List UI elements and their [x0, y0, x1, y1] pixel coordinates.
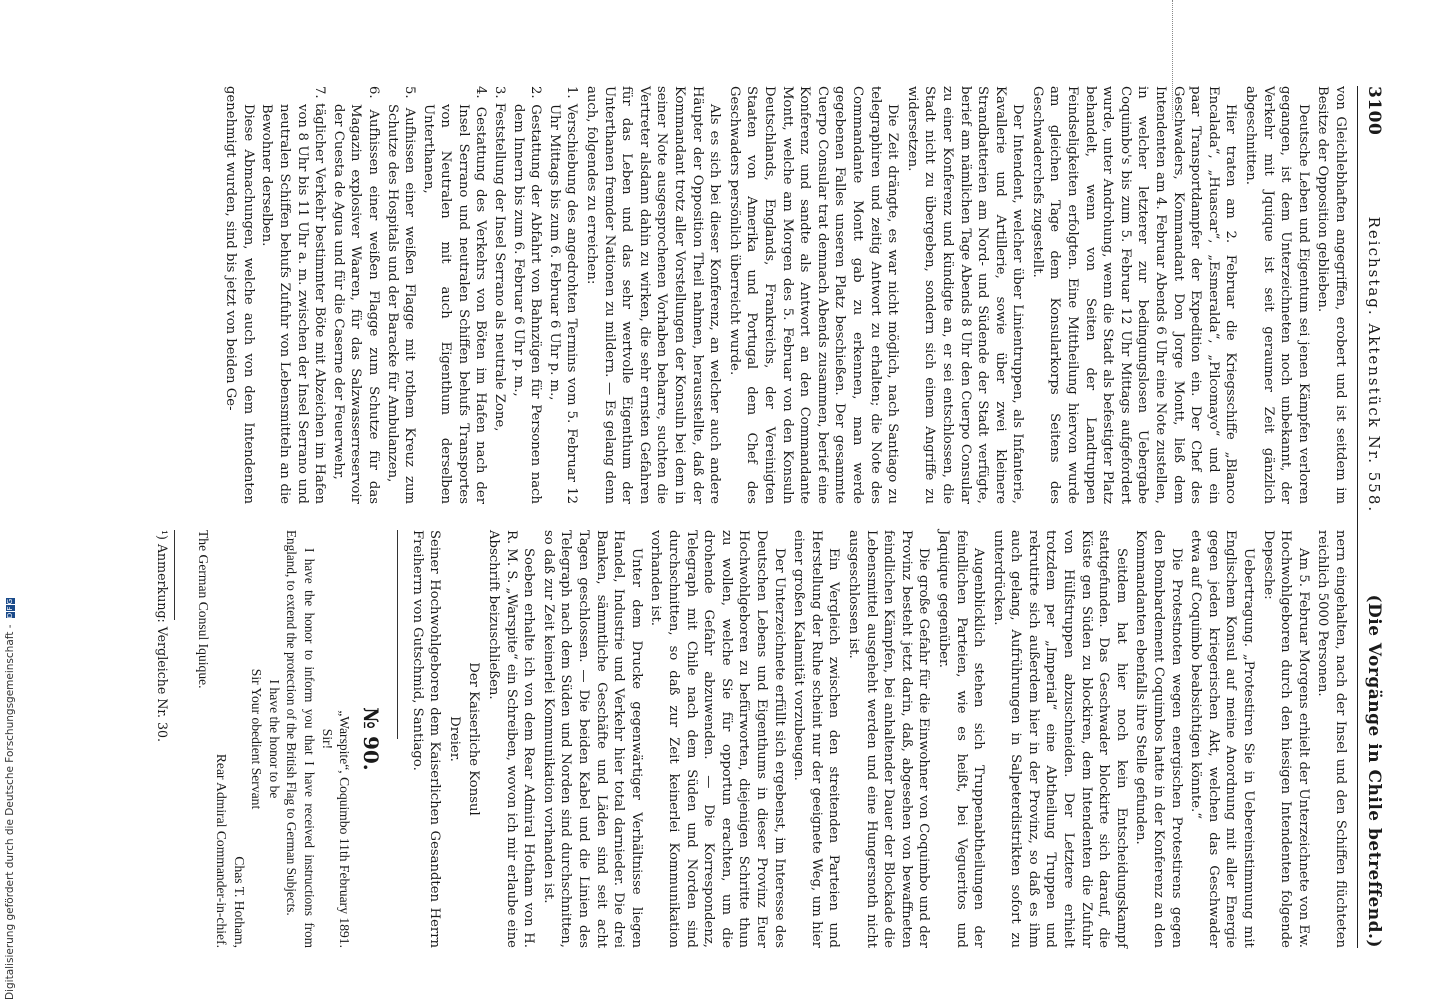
paragraph: Der Unterzeichnete erfüllt sich ergebenst, im Interesse des Deutschen Lebens und Eigenthums in dieser Provinz Euer Hochwohlgeboren zu befürworten, diejenigen Schritte thun zu wollen, welche Sie für opportun erachten, um die drohende Gefahr abzuwenden. — Die Korrespondenz, Telegraph mit Chile nach dem Süden und Norden sind durchschnitten, so daß zur Zeit keinerlei Kommunikation vorhanden ist.: [648, 530, 787, 948]
dfg-logo-icon: [6, 598, 15, 618]
letter-signer: Chas T. Hotham,: [231, 856, 247, 948]
list-item: 2. Gestattung der Abfahrt von Bahnzügen für Personen nach dem Innern bis zum 6. Februar 6 Uhr p. m.,: [510, 86, 544, 504]
letter-salutation: Sir!: [319, 728, 335, 750]
credit-text: Digitalisierung gefördert durch die Deutsche Forschungsgemeinschaft -: [4, 624, 16, 1000]
consul-name: Dreier.: [446, 716, 462, 762]
list-item: 1. Verschiebung des angedrohten Termins vom 5. Februar 12 Uhr Mittags bis zum 6. Februar 6 Uhr p. m.,: [546, 86, 580, 504]
section-divider: [397, 530, 398, 739]
scan-edge-marks: [1172, 0, 1175, 120]
right-column: [155, 530, 1349, 948]
digitization-credit: [4, 0, 16, 1000]
running-header: [1357, 86, 1384, 948]
paragraph: Die große Gefahr für die Einwohner von Coquimbo und der Provinz besteht jetzt darin, daß, abgesehen von bewaffneten feindlichen Kämpfen, bei anhaltender Dauer der Blockade die Lebensmittel ausgeheht werden und eine Hungersnoth nicht ausgeschlossen ist.: [845, 530, 932, 948]
paragraph: Diese Abmachungen, welche auch von dem Intendenten genehmigt wurden, sind bis jetzt von beiden Ge-: [223, 86, 256, 504]
paragraph: Am 5. Februar Morgens erhielt der Unterzeichnete von Ew. Hochwohlgeboren durch den hiesigen Intendenten folgende Depesche:: [1260, 530, 1311, 948]
letter-closing-2: Sir Your obedient Servant: [249, 668, 265, 810]
letter-place-date: „Warspite“, Coquimbo 11th February 1891.: [337, 710, 353, 948]
paragraph: Die Protestnoten wegen energischen Protestirens gegen den Bombardement Coquimbos hatte in der Konferenz an den Kommandanten ebenfalls ihre Stelle gefunden.: [1133, 530, 1184, 948]
header-title: Reichstag. Aktenstück Nr. 558.: [1365, 216, 1383, 514]
paragraph: Als es sich bei dieser Konferenz, an welcher auch andere Häupter der Opposition Theil nahmen, herausstellte, daß der Kommandant trotz aller Vorstellungen der Konsuln bei dem in seiner Note ausgesprochenen Vorhaben beharre, suchten die Vertreter alsdann dahin zu wirken, die sehr ernsten Gefahren für das Leben und das sehr wertvolle Eigenthum der Unterthanen fremder Nationen zu mildern. — Es gelang denn auch, folgendes zu erreichen:: [584, 86, 723, 504]
letter-rank: Rear Admiral Commander-in-chief.: [213, 753, 229, 948]
list-item: 5. Aufhissen einer weißen Flagge mit rothem Kreuz zum Schutze des Hospitals und der Baracke für Ambulanzen,: [384, 86, 418, 504]
dfg-logo-letter-d: D: [5, 612, 14, 619]
text-columns: [155, 86, 1349, 948]
document-number: № 90.: [359, 707, 384, 771]
list-item: 6. Aufhissen einer weißen Flagge zum Schutze für das Magazin explosiver Waaren, für das Salzwasserreservoir der Cuesta de Agua und für die Caserne der Feuerwehr,: [330, 86, 381, 504]
paragraph: Unter dem Drucke gegenwärtiger Verhältnisse liegen Handel, Industrie und Verkehr hier total darnieder. Die drei Banken, sämmtliche Geschäfte und Läden sind seit acht Tagen geschlossen. — Die beiden Kabel und die Linien des Telegraph nach dem Süden und Norden sind durchschnitten, so daß zur Zeit keinerlei Kommunikation vorhanden ist.: [540, 530, 644, 948]
letter-body: I have the honor to inform you that I have received instructions from England, to extend the protection of the British Flag to German Subjects.: [284, 530, 317, 948]
list-item: 4. Gestattung des Verkehrs von Böten im Hafen nach der Insel Serrano und neutralen Schiffen behufs Transportes von Neutralen mit auch Eigenthum derselben Unterthanen,: [420, 86, 489, 504]
paragraph: Ein Vergleich zwischen den streitenden Parteien und Herstellung der Ruhe scheint nur der geeignete Weg, um hier einer großen Kalamität vorzubeugen.: [791, 530, 842, 948]
paragraph: Seitdem hat hier noch kein Entscheidungskampf stattgefunden. Das Geschwader blockirte sich darauf, die Küste gen Süden zu blockiren, dem Intendenten die Zufuhr von Hülfstruppen abzuschneiden. Der Letztere erhielt trotzdem per „Imperial“ eine Abtheilung Truppen und rekrutirte sich außerdem hier in der Provinz, so daß es ihm auch gelang, Aufrührungen in Salpeterdistrikten sofort zu unterdrücken.: [990, 530, 1129, 948]
dfg-logo-letter-g: G: [5, 598, 14, 605]
list-item: 7. täglicher Verkehr bestimmter Böte mit Abzeichen im Hafen von 8 Uhr bis 11 Uhr a. m. zwischen der Insel Serrano und neutralen Schiffen behufs Zufuhr von Lebensmitteln an die Bewohner derselben.: [259, 86, 328, 504]
paragraph: nern eingehalten, nach der Insel und den Schiffen flüchteten reichlich 5000 Personen.: [1315, 530, 1348, 948]
consul-title: Der Kaiserliche Konsul: [466, 662, 482, 816]
paragraph: Hier traten am 2. Februar die Kriegsschiffe „Blanco Encalada“, „Huascar“, „Esmeralda“, „Pilcomayo“ und ein paar Transportdampfer der Expedition ein. Der Chef des Geschwaders, Kommandant Don Jorge Montt, ließ dem Intendenten am 4. Februar Abends 6 Uhr eine Note zustellen, in welcher letzterer zur bedingungslosen Uebergabe Coquimbo's bis zum 5. Februar 12 Uhr Mittags aufgefordert wurde, unter Androhung, wenn die Stadt als befestigter Platz behandelt, wenn von Seiten der Landtruppen Feindseligkeiten erfolgten. Eine Mittheilung hiervon wurde am gleichen Tage dem Konsularkorps Seitens des Geschwaderchefs zugestellt.: [1029, 86, 1239, 504]
footnote-rule: [174, 530, 175, 620]
letter-closing: I have the honor to be: [266, 679, 282, 799]
agreement-list: [258, 86, 581, 504]
header-subject: (Die Vorgänge in Chile betreffend.): [1364, 594, 1384, 948]
paragraph: Die Zeit drängte, es war nicht möglich, nach Santiago zu telegraphiren und zeitig Antwort zu erhalten; die Note des Commandante Montt gab zu erkennen, man werde gegebenen Falles unseren Platz beschießen. Der gesammte Cuerpo Consular trat demnach Abends zusammen, berief eine Konferenz und sandte als Antwort an den Commandante Montt, welche am Morgen des 5. Februar von den Konsuln Deutschlands, Englands, Frankreichs, der Vereinigten Staaten von Amerika und Portugal dem Chef des Geschwaders persönlich überreicht wurde.: [726, 86, 901, 504]
list-item: 3. Feststellung der Insel Serrano als neutrale Zone,: [492, 86, 508, 432]
english-letter: [195, 530, 353, 948]
address-block: Seiner Hochwohlgeboren dem Kaiserlichen Gesandten Herrn Freiherrn von Gutschmid, Santiago.: [409, 530, 443, 948]
paragraph: Der Intendent, welcher über Linientruppen, als Infanterie, Kavallerie und Artillerie, sowie über zwei kleinere Strandbatterien am Nord- und Südende der Stadt verfügte, berief am nämlichen Tage Abends 8 Uhr den Cuerpo Consular zu einer Konferenz und kündigte an, er sei entschlossen, die Stadt nicht zu übergeben, sondern sich einem Angriffe zu widersetzen.: [904, 86, 1026, 504]
paragraph: Uebertragung. „Protestiren Sie in Uebereinstimmung mit Englischem Konsul auf meine Anordnung mit aller Energie gegen jeden kriegerischen Akt, welchen das Geschwader etwa auf Coquimbo beabsichtigen könnte.“: [1188, 530, 1257, 948]
footnote: ¹) Anmerkung: Vergleiche Nr. 30.: [154, 530, 170, 743]
paragraph: von Gleichlebhaften angegriffen, erobert und ist seitdem im Besitze der Opposition geblieben.: [1315, 86, 1348, 504]
paragraph: Augenblicklich stehen sich Truppenabtheilungen der feindlichen Parteien, wie es heißt, bei Vegueritos und Jaquique gegenüber.: [935, 530, 987, 948]
letter-recipient: The German Consul Iquique.: [196, 530, 212, 689]
paragraph: Deutsche Leben und Eigentum sei jenen Kämpfen verloren gegangen, ist dem Unterzeichneten noch unbekannt, der Verkehr mit Jquique ist seit geraumer Zeit gänzlich abgeschnitten.: [1243, 86, 1311, 504]
dfg-logo-letter-f: F: [5, 606, 14, 611]
left-column: [155, 86, 1349, 504]
page-number: 3100: [1364, 86, 1384, 136]
paragraph: Soeben erhalte ich von dem Rear Admiral Hotham von H. R. M. S. „Warspite“ ein Schreiben, wovon ich mir erlaube eine Abschrift beizuschließen.: [486, 530, 537, 948]
